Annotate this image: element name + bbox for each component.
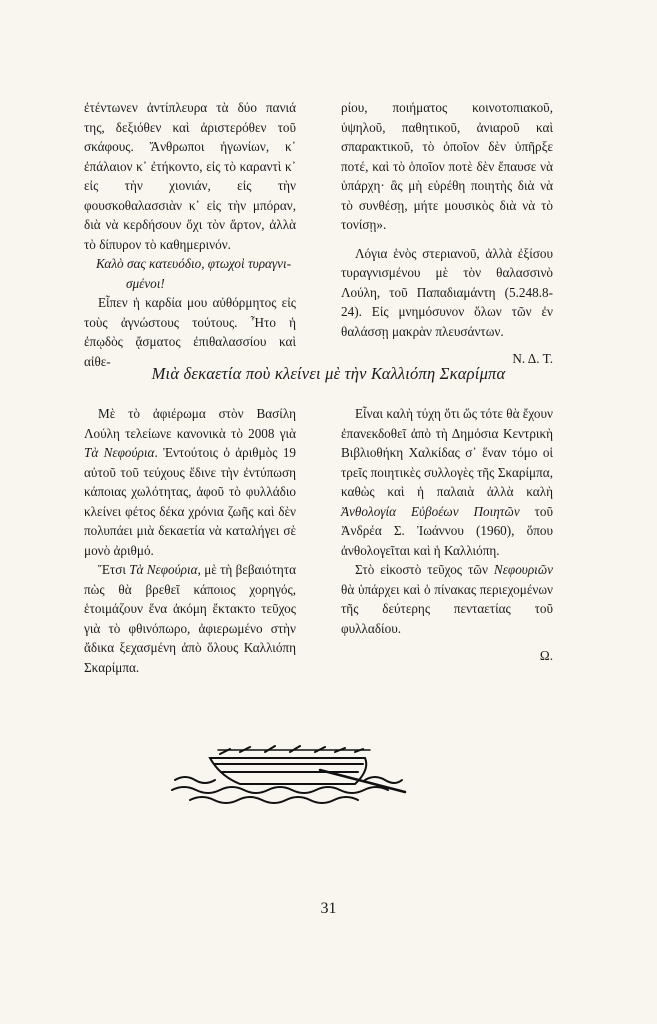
bottom-left-paragraph-2 [84,560,296,677]
top-left-paragraph-2: Εἶπεν ἡ καρδία μου αὐθόρμητος εἰς τοὺς ἀγνώστους τούτους. Ἦτο ἡ ἐπῳδὸς ᾄσματος ἐπιθαλασσίου καὶ αἰθε- [84,295,296,369]
periodical-title: Τὰ Νεφούρια [129,562,198,577]
rowboat-illustration [170,740,410,810]
bottom-right-paragraph-1 [341,404,553,560]
top-right-paragraph-1: ρίου, ποιήματος κοινοτοπιακοῦ, ὑψηλοῦ, παθητικοῦ, ἀνιαροῦ καὶ σπαρακτικοῦ, τὸ ὁποῖον δὲν ὑπῆρξε ποτέ, καὶ τὸ ὁποῖον ποτὲ δὲν ἔπαυσε νὰ ὑπάρχη· ἂς μὴ εὑρέθη ποιητὴς διὰ νὰ τὸ συνθέσῃ, μήτε μουσικὸς διὰ νὰ τὸ τονίσῃ». [341,100,553,232]
periodical-title: Νεφουριῶν [493,562,553,577]
text-span: . Ἐντούτοις ὁ ἀριθμὸς 19 αὐτοῦ τοῦ τεύχους ἔδινε τὴν ἐντύπωση κάποιας χωλότητας, ἀφοῦ τὸ φυλλάδιο κλείνει φέτος δέκα χρόνια ζωῆς καὶ δὲν πολυπάει μιὰ δεκαετία νὰ καταλήγει σὲ μονὸ ἀριθμό. [84,445,297,558]
text-span: Μὲ τὸ ἀφιέρωμα στὸν Βασίλη Λούλη τελείωνε κανονικὰ τὸ 2008 γιὰ [84,406,296,441]
bottom-right-paragraph-2 [341,560,553,638]
top-signature: Ν. Δ. Τ. [512,351,553,366]
periodical-title: Τὰ Νεφούρια [84,445,155,460]
text-span: θὰ ὑπάρχει καὶ ὁ πίνακας περιεχομένων τῆς δεύτερης πενταετίας τοῦ φυλλαδίου. [341,581,553,636]
top-right-paragraph-2: Λόγια ἑνὸς στεριανοῦ, ἀλλὰ ἐξίσου τυραγνισμένου μὲ τὸν θαλασσινὸ Λούλη, τοῦ Παπαδιαμάντη (5.248.8-24). Εἰς μνημόσυνον ὅλων τῶν ἐν θαλάσσῃ μακρὰν πλευσάντων. [341,245,553,339]
text-span: , μὲ τὴ βεβαιότητα πὼς θὰ βρεθεῖ κάποιος χορηγός, ἑτοιμάζουν ἕνα ἀκόμη ἔκτακτο τεῦχος γιὰ τὸ φθινόπωρο, ἀφιερωμένο στὴν ἄδικα ξεχασμένη ἀπὸ ὅλους Καλλιόπη Σκαρίμπα. [84,562,296,675]
top-left-paragraph-1: ἐτέντωνεν ἀντίπλευρα τὰ δύο πανιά της, δεξιόθεν καὶ ἀριστερόθεν τοῦ σκάφους. Ἄνθρωποι ἠγωνίων, κ᾽ ἐπάλαιον κ᾽ ἐτήκοντο, εἰς τὸ καραντὶ κ᾽ εἰς τὴν χιονιάν, εἰς τὴν φουσκοθαλασσιὰν κ᾽ εἰς τὴν μπόραν, διὰ νὰ κερδήσουν ὄχι τὸν ἄρτον, ἀλλὰ τὸ δίπυρον τὸ καθημερινόν. [84,100,296,252]
verse-line-1: Καλὸ σας κατευόδιο, φτωχοὶ τυραγνι- [96,256,292,271]
text-span: Ἔτσι [98,562,130,577]
verse-line-2: σμένοι! [126,275,165,291]
bottom-signature: Ω. [539,648,553,663]
section-heading: Μιὰ δεκαετία ποὺ κλείνει μὲ τὴν Καλλιόπη Σκαρίμπα [151,364,506,383]
bottom-right-column [341,404,553,666]
top-left-column [84,98,296,371]
page-number: 31 [320,900,337,917]
anthology-title: Ἀνθολογία Εὐβοέων Ποιητῶν [341,503,520,519]
text-span: τοῦ Ἀνδρέα Σ. Ἰωάννου (1960), ὅπου ἀνθολογεῖται καὶ ἡ Καλλιόπη. [341,503,553,558]
top-right-column [341,98,553,369]
bottom-left-column [84,404,296,677]
text-span: Εἶναι καλὴ τύχη ὅτι ὥς τότε θὰ ἔχουν ἐπανεκδοθεῖ ἀπὸ τὴ Δημόσια Κεντρικὴ Βιβλιοθήκη Χαλκίδας σ᾽ ἕναν τόμο οἱ τρεῖς ποιητικὲς συλλογὲς τῆς Σκαρίμπα, καθὼς καὶ ἡ παλαιὰ ἀλλὰ καλὴ [341,406,553,499]
bottom-left-paragraph-1 [84,404,296,560]
text-span: Στὸ εἰκοστὸ τεῦχος τῶν [355,562,494,577]
